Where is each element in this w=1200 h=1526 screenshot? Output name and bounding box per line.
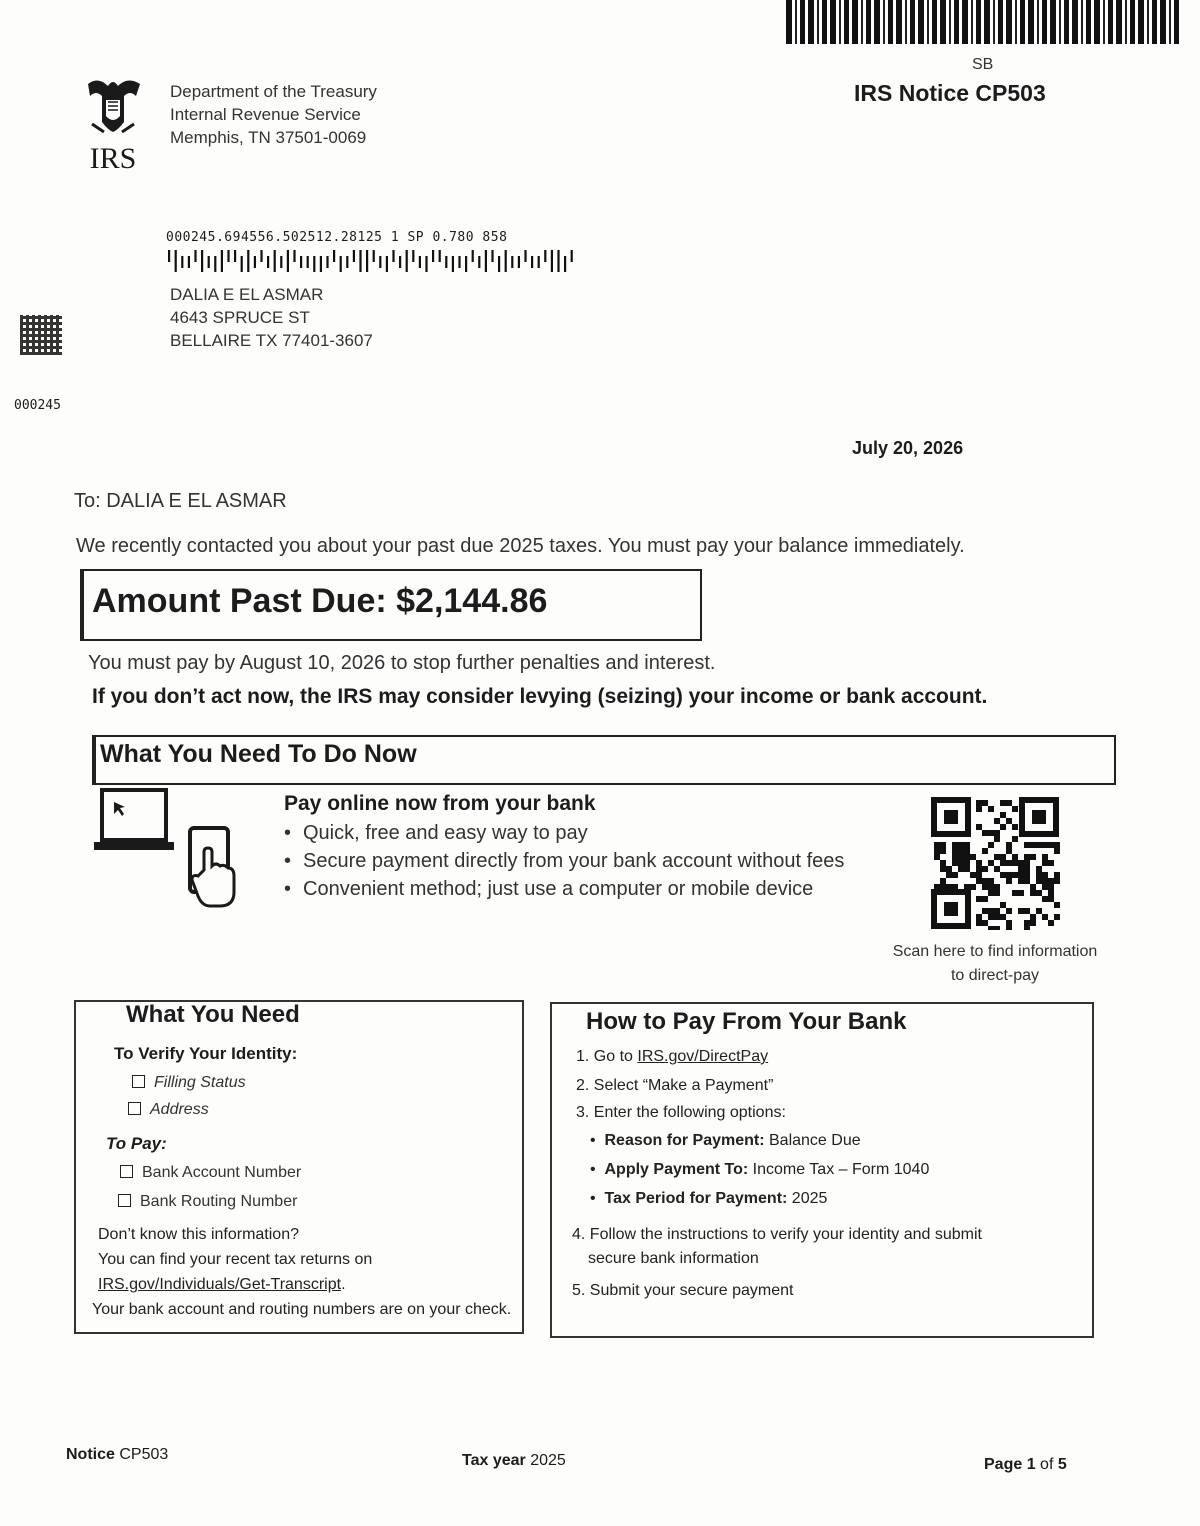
find-returns-line: You can find your recent tax returns on <box>98 1251 373 1268</box>
footer-tax-year-value: 2025 <box>525 1452 566 1469</box>
agency-line: Department of the Treasury <box>170 82 377 101</box>
option-value: 2025 <box>787 1190 828 1207</box>
option-item: • Reason for Payment: Balance Due <box>590 1132 861 1149</box>
top-barcode <box>786 0 1182 44</box>
footer-page-of: of <box>1035 1456 1058 1473</box>
transcript-link[interactable]: IRS.gov/Individuals/Get-Transcript <box>98 1276 342 1293</box>
agency-address <box>170 80 377 149</box>
list-item: • Convenient method; just use a computer or mobile device <box>284 875 844 903</box>
benefit-list <box>284 819 844 903</box>
notice-title: IRS Notice CP503 <box>854 80 1046 106</box>
option-item: • Tax Period for Payment: 2025 <box>590 1190 828 1207</box>
step-3: 3. Enter the following options: <box>576 1104 786 1121</box>
sequence-number: 000245 <box>14 398 61 413</box>
scan-caption <box>880 940 1110 988</box>
checkbox-icon <box>120 1165 133 1178</box>
step-text: 1. Go to <box>576 1048 638 1065</box>
checklist-item <box>120 1164 301 1182</box>
footer-tax-year <box>462 1452 566 1470</box>
option-item: • Apply Payment To: Income Tax – Form 1040 <box>590 1161 930 1178</box>
scan-line: to direct-pay <box>950 967 1040 984</box>
checklist-label: Address <box>150 1101 209 1118</box>
step-4: 4. Follow the instructions to verify your identity and submit <box>572 1226 982 1243</box>
notice-date: July 20, 2026 <box>852 438 964 458</box>
period: . <box>341 1276 346 1293</box>
checklist-item <box>128 1101 209 1119</box>
footer-page-total: 5 <box>1057 1456 1067 1473</box>
laptop-phone-icon <box>94 788 244 914</box>
step-2: 2. Select “Make a Payment” <box>576 1077 774 1094</box>
how-to-pay-title: How to Pay From Your Bank <box>586 1008 907 1035</box>
levy-warning: If you don’t act now, the IRS may consider levying (seizing) your income or bank account. <box>92 685 988 708</box>
footer-tax-year-label: Tax year <box>462 1452 526 1469</box>
dont-know-info <box>92 1222 512 1322</box>
checkbox-icon <box>128 1102 141 1115</box>
transcript-line <box>98 1272 511 1297</box>
irs-eagle-logo <box>78 74 148 174</box>
footer-page-label: Page 1 <box>984 1456 1036 1473</box>
sb-code: SB <box>972 56 994 73</box>
list-item: • Quick, free and easy way to pay <box>284 819 844 847</box>
footer-notice <box>66 1446 168 1464</box>
direct-pay-link[interactable]: IRS.gov/DirectPay <box>637 1048 769 1065</box>
mail-code-line: 000245.694556.502512.28125 1 SP 0.780 858 <box>166 230 508 245</box>
checkbox-icon <box>118 1194 131 1207</box>
checklist-label: Bank Routing Number <box>140 1193 298 1210</box>
address-line: DALIA E EL ASMAR <box>170 285 324 304</box>
checkbox-icon <box>132 1075 145 1088</box>
logo-text: IRS <box>89 142 137 174</box>
option-value: Balance Due <box>764 1132 861 1149</box>
check-note: Your bank account and routing numbers are on your check. <box>92 1301 512 1318</box>
footer-notice-label: Notice <box>66 1446 115 1463</box>
verify-identity-label: To Verify Your Identity: <box>114 1044 298 1063</box>
checklist-label: Bank Account Number <box>142 1164 302 1181</box>
what-you-need-title: What You Need <box>126 1001 300 1028</box>
checklist-item <box>118 1193 297 1211</box>
to-pay-label: To Pay: <box>106 1134 167 1153</box>
step-4-continued: secure bank information <box>588 1250 759 1267</box>
address-line: 4643 SPRUCE ST <box>170 308 310 327</box>
step-5: 5. Submit your secure payment <box>572 1282 794 1299</box>
scan-line: Scan here to find information <box>892 943 1098 960</box>
step-1 <box>576 1048 768 1066</box>
address-line: BELLAIRE TX 77401-3607 <box>170 331 373 350</box>
recipient-address <box>170 283 373 352</box>
checklist-label: Filling Status <box>154 1074 246 1091</box>
section-heading: What You Need To Do Now <box>100 740 417 768</box>
agency-line: Internal Revenue Service <box>170 105 361 124</box>
option-label: Tax Period for Payment: <box>604 1190 788 1207</box>
list-item: • Secure payment directly from your bank account without fees <box>284 847 844 875</box>
pay-by-text: You must pay by August 10, 2026 to stop further penalties and interest. <box>88 652 716 674</box>
agency-line: Memphis, TN 37501-0069 <box>170 128 367 147</box>
qr-code[interactable] <box>930 796 1060 930</box>
footer-notice-code: CP503 <box>114 1446 169 1463</box>
option-label: Reason for Payment: <box>604 1132 765 1149</box>
datamatrix-code <box>20 315 62 355</box>
pay-online-title: Pay online now from your bank <box>284 792 596 815</box>
option-label: Apply Payment To: <box>604 1161 749 1178</box>
postal-barcode <box>166 250 581 272</box>
amount-past-due: Amount Past Due: $2,144.86 <box>92 582 548 620</box>
to-line: To: DALIA E EL ASMAR <box>74 490 287 512</box>
dont-know-line: Don’t know this information? <box>98 1226 299 1243</box>
checklist-item <box>132 1074 246 1092</box>
footer-page <box>984 1456 1067 1474</box>
intro-text: We recently contacted you about your past due 2025 taxes. You must pay your balance immediately. <box>76 535 965 557</box>
option-value: Income Tax – Form 1040 <box>748 1161 930 1178</box>
